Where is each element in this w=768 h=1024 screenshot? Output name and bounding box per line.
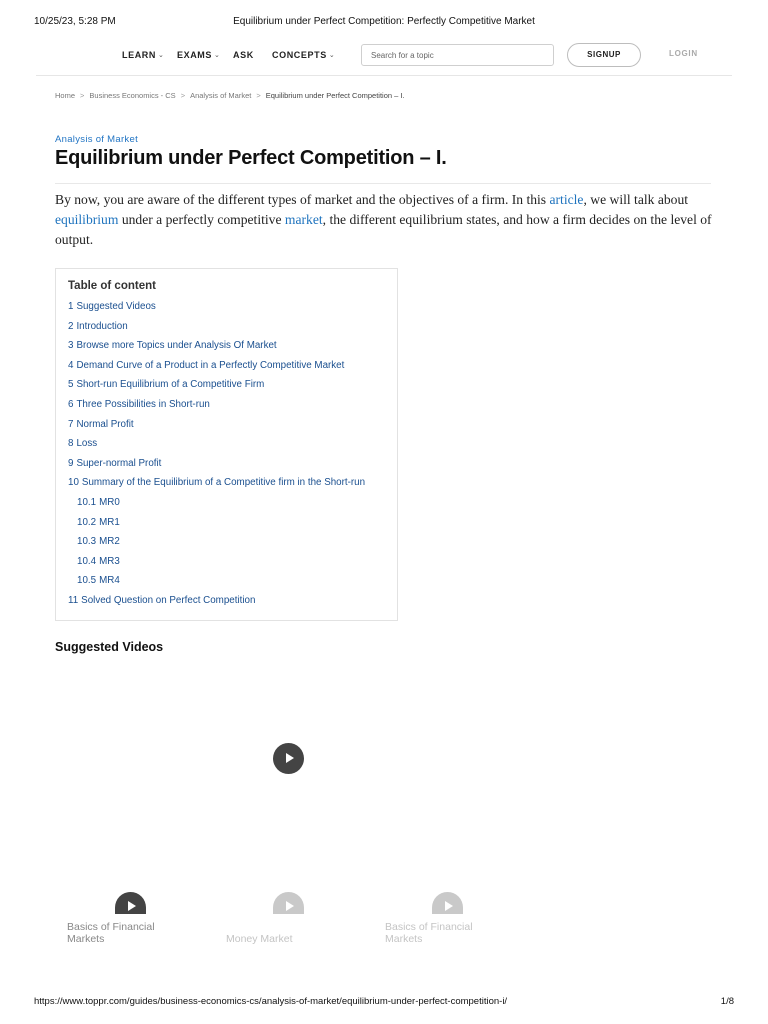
- toc-subitem[interactable]: 10.2 MR1: [77, 516, 120, 528]
- breadcrumb-separator: >: [180, 91, 186, 100]
- print-datetime: 10/25/23, 5:28 PM: [34, 16, 116, 27]
- intro-paragraph: By now, you are aware of the different types of market and the objectives of a firm. In this article, we will talk about equilibrium under a perfectly competitive market, the different equilibrium states, and how a firm decides on the level of output.: [55, 192, 712, 247]
- toc-subitem[interactable]: 10.3 MR2: [77, 536, 120, 548]
- chevron-down-icon: ⌄: [328, 52, 336, 59]
- nav-learn[interactable]: LEARN ⌄: [122, 50, 165, 60]
- login-button[interactable]: LOGIN: [669, 49, 698, 58]
- breadcrumb-current: Equilibrium under Perfect Competition – I.: [265, 91, 405, 100]
- search-input[interactable]: [361, 44, 554, 66]
- toc-item[interactable]: 8 Loss: [68, 438, 98, 450]
- print-url: https://www.toppr.com/guides/business-economics-cs/analysis-of-market/equilibrium-under-perfect-competition-i/: [34, 996, 508, 1007]
- toc-item[interactable]: 5 Short-run Equilibrium of a Competitive Firm: [68, 379, 265, 391]
- page-title: Equilibrium under Perfect Competition – I.: [55, 147, 447, 169]
- toc-item[interactable]: 10 Summary of the Equilibrium of a Competitive firm in the Short-run: [68, 477, 366, 489]
- top-navbar: [36, 36, 732, 76]
- nav-concepts[interactable]: CONCEPTS ⌄: [272, 50, 336, 60]
- article-category[interactable]: Analysis of Market: [55, 134, 139, 145]
- toc-item[interactable]: 4 Demand Curve of a Product in a Perfectly Competitive Market: [68, 359, 345, 371]
- nav-ask[interactable]: ASK: [233, 50, 254, 60]
- suggested-videos-heading: Suggested Videos: [55, 640, 164, 654]
- nav-exams[interactable]: EXAMS ⌄: [177, 50, 221, 60]
- table-of-contents: [55, 268, 398, 621]
- breadcrumb-separator: >: [80, 91, 85, 100]
- toc-item[interactable]: 3 Browse more Topics under Analysis Of Market: [68, 340, 277, 352]
- article-link[interactable]: article: [549, 192, 584, 207]
- breadcrumb-business-economics[interactable]: Business Economics - CS: [89, 91, 176, 100]
- breadcrumb-separator: >: [256, 91, 261, 100]
- print-page-number: 1/8: [720, 996, 734, 1007]
- toc-subitem[interactable]: 10.1 MR0: [77, 496, 120, 508]
- print-header: [34, 16, 734, 30]
- breadcrumb-analysis-of-market[interactable]: Analysis of Market: [190, 91, 252, 100]
- print-footer: [34, 996, 734, 1010]
- toc-title: Table of content: [68, 280, 156, 292]
- toc-item[interactable]: 11 Solved Question on Perfect Competition: [68, 594, 256, 606]
- toc-subitem[interactable]: 10.4 MR3: [77, 555, 120, 567]
- signup-button[interactable]: SIGNUP: [567, 43, 641, 67]
- video-title[interactable]: Basics of Financial Markets: [385, 921, 473, 945]
- chevron-down-icon: ⌄: [214, 52, 221, 59]
- video-title[interactable]: Money Market: [226, 933, 293, 945]
- toc-item[interactable]: 7 Normal Profit: [68, 418, 134, 430]
- print-page-title: Equilibrium under Perfect Competition: Perfectly Competitive Market: [233, 16, 535, 27]
- toc-subitem[interactable]: 10.5 MR4: [77, 575, 120, 587]
- toc-item[interactable]: 1 Suggested Videos: [68, 301, 156, 312]
- play-icon[interactable]: [115, 892, 146, 914]
- video-title[interactable]: Basics of Financial Markets: [67, 921, 155, 945]
- toc-item[interactable]: 9 Super-normal Profit: [68, 457, 162, 469]
- play-icon[interactable]: [432, 892, 463, 914]
- title-divider: [55, 183, 711, 184]
- equilibrium-link[interactable]: equilibrium: [55, 212, 119, 227]
- play-icon[interactable]: [273, 743, 304, 774]
- play-icon[interactable]: [273, 892, 304, 914]
- toc-item[interactable]: 2 Introduction: [68, 320, 128, 332]
- market-link[interactable]: market: [284, 212, 323, 227]
- chevron-down-icon: ⌄: [158, 52, 165, 59]
- breadcrumb: [55, 91, 405, 100]
- breadcrumb-home[interactable]: Home: [55, 91, 76, 100]
- toc-item[interactable]: 6 Three Possibilities in Short-run: [68, 398, 210, 410]
